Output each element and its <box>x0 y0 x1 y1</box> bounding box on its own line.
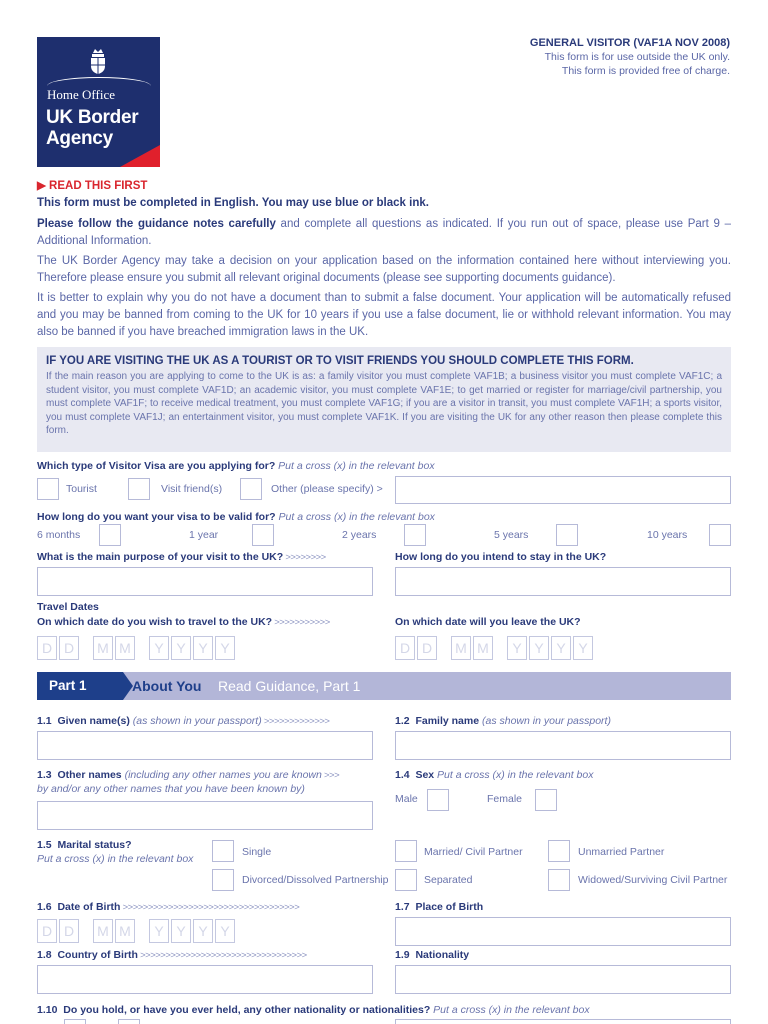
uk-border-agency-logo <box>37 37 160 167</box>
family-name-input[interactable] <box>395 731 731 760</box>
travel-dates-heading: Travel Dates <box>37 601 99 613</box>
separated-label: Separated <box>424 874 473 886</box>
departure-date-question: On which date will you leave the UK? <box>395 616 581 628</box>
royal-crest-icon <box>87 47 109 75</box>
month-digit[interactable]: M <box>115 919 135 943</box>
country-of-birth-input[interactable] <box>37 965 373 994</box>
other-nationality-yes-checkbox[interactable] <box>64 1019 86 1024</box>
unmarried-partner-checkbox[interactable] <box>548 840 570 862</box>
year-digit[interactable]: Y <box>215 919 235 943</box>
country-of-birth-label: 1.8 Country of Birth >>>>>>>>>>>>>>>>>>>>>>>>>>>>>>>>> <box>37 949 307 961</box>
intro-para-3: The UK Border Agency may take a decision on your application based on the information contained here without interviewing you. Therefore please ensure you submit all relevant original documents (please see supporting documents guidance). <box>37 255 731 284</box>
male-label: Male <box>395 793 418 805</box>
month-digit[interactable]: M <box>93 919 113 943</box>
day-digit[interactable]: D <box>59 636 79 660</box>
married-label: Married/ Civil Partner <box>424 846 523 858</box>
intro-para-4: It is better to explain why you do not have a document than to submit a false document. Your application will be automatically refused and you may be banned from coming to the UK for 10 years if you use a false document, lie or withhold relevant information. You may also be banned if you have breached immigration laws in the UK. <box>37 292 731 338</box>
ten-years-checkbox[interactable] <box>709 524 731 546</box>
purpose-input[interactable] <box>37 567 373 596</box>
form-subtitle-1: This form is for use outside the UK only. <box>544 51 730 63</box>
year-digit[interactable]: Y <box>529 636 549 660</box>
logo-red-corner <box>120 145 160 167</box>
agency-name: UK Border Agency <box>46 107 139 149</box>
year-digit[interactable]: Y <box>171 919 191 943</box>
six-months-label: 6 months <box>37 529 81 541</box>
other-label: Other (please specify) > <box>271 483 383 495</box>
married-checkbox[interactable] <box>395 840 417 862</box>
marital-status-label: 1.5 Marital status? <box>37 839 132 851</box>
day-digit[interactable]: D <box>395 636 415 660</box>
month-digit[interactable]: M <box>451 636 471 660</box>
notice-heading: IF YOU ARE VISITING THE UK AS A TOURIST OR TO VISIT FRIENDS YOU SHOULD COMPLETE THIS FORM. <box>46 355 634 367</box>
nationality-label: 1.9 Nationality <box>395 949 470 961</box>
date-of-birth-input[interactable] <box>37 919 235 943</box>
intro-para-2: Please follow the guidance notes carefully and complete all questions as indicated. If you run out of space, please use Part 9 – Additional Information. <box>37 218 731 247</box>
date-of-birth-label: 1.6 Date of Birth >>>>>>>>>>>>>>>>>>>>>>>>>>>>>>>>>>> <box>37 901 300 913</box>
year-digit[interactable]: Y <box>193 636 213 660</box>
separated-checkbox[interactable] <box>395 869 417 891</box>
form-title: GENERAL VISITOR (VAF1A NOV 2008) <box>529 37 730 49</box>
validity-question: How long do you want your visa to be valid for? Put a cross (x) in the relevant box <box>37 511 435 523</box>
year-digit[interactable]: Y <box>149 919 169 943</box>
place-of-birth-input[interactable] <box>395 917 731 946</box>
form-header <box>530 36 730 78</box>
other-checkbox[interactable] <box>240 478 262 500</box>
day-digit[interactable]: D <box>37 636 57 660</box>
year-digit[interactable]: Y <box>215 636 235 660</box>
ten-years-label: 10 years <box>647 529 688 541</box>
two-years-label: 2 years <box>342 529 377 541</box>
other-names-label: 1.3 Other names (including any other names you are known >>> <box>37 769 340 781</box>
intro-section <box>37 178 731 343</box>
given-names-label: 1.1 Given name(s) (as shown in your passport) >>>>>>>>>>>>> <box>37 715 330 727</box>
year-digit[interactable]: Y <box>149 636 169 660</box>
home-office-label: Home Office <box>47 87 115 102</box>
divorced-checkbox[interactable] <box>212 869 234 891</box>
sex-label: 1.4 Sex Put a cross (x) in the relevant box <box>395 769 594 781</box>
notice-box <box>37 347 731 452</box>
divorced-label: Divorced/Dissolved Partnership <box>242 874 389 886</box>
day-digit[interactable]: D <box>59 919 79 943</box>
part-1-guidance: Read Guidance, Part 1 <box>218 678 361 694</box>
other-names-input[interactable] <box>37 801 373 830</box>
month-digit[interactable]: M <box>115 636 135 660</box>
two-years-checkbox[interactable] <box>404 524 426 546</box>
six-months-checkbox[interactable] <box>99 524 121 546</box>
year-digit[interactable]: Y <box>193 919 213 943</box>
widowed-checkbox[interactable] <box>548 869 570 891</box>
male-checkbox[interactable] <box>427 789 449 811</box>
nationality-input[interactable] <box>395 965 731 994</box>
day-digit[interactable]: D <box>417 636 437 660</box>
month-digit[interactable]: M <box>473 636 493 660</box>
given-names-input[interactable] <box>37 731 373 760</box>
other-specify-input[interactable] <box>395 476 731 504</box>
unmarried-partner-label: Unmarried Partner <box>578 846 665 858</box>
notice-body: If the main reason you are applying to come to the UK is as: a family visitor you must complete VAF1B; a business visitor you must complete VAF1C; a student visitor, you must complete VAF1D; an academic visitor, you must complete VAF1E; to get married or register for marriage/civil partnership, you must complete VAF1F; to receive medical treatment, you must complete VAF1G; if you are a visitor in transit, you must complete VAF1H; a sports visitor, you must complete VAF1J; an entertainment visitor, you must complete VAF1K. If you are visiting the UK for any other reason then please complete this form. <box>46 371 722 436</box>
month-digit[interactable]: M <box>93 636 113 660</box>
tourist-label: Tourist <box>66 483 97 495</box>
family-name-label: 1.2 Family name (as shown in your passport) <box>395 715 611 727</box>
one-year-checkbox[interactable] <box>252 524 274 546</box>
other-nationality-no-checkbox[interactable] <box>118 1019 140 1024</box>
marital-status-hint: Put a cross (x) in the relevant box <box>37 853 194 865</box>
single-label: Single <box>242 846 272 858</box>
arrival-date-input[interactable] <box>37 636 235 660</box>
widowed-label: Widowed/Surviving Civil Partner <box>578 874 728 886</box>
departure-date-input[interactable] <box>395 636 593 660</box>
tourist-checkbox[interactable] <box>37 478 59 500</box>
year-digit[interactable]: Y <box>171 636 191 660</box>
purpose-question: What is the main purpose of your visit to the UK? >>>>>>>> <box>37 551 326 563</box>
year-digit[interactable]: Y <box>507 636 527 660</box>
part-1-header-bar <box>37 672 731 700</box>
female-label: Female <box>487 793 523 805</box>
form-subtitle-2: This form is provided free of charge. <box>561 65 730 77</box>
read-this-first-heading: ▶ READ THIS FIRST <box>37 180 148 192</box>
part-1-tag: Part 1 <box>37 672 123 700</box>
visit-friends-checkbox[interactable] <box>128 478 150 500</box>
five-years-checkbox[interactable] <box>556 524 578 546</box>
other-nationality-input[interactable] <box>395 1019 731 1024</box>
year-digit[interactable]: Y <box>551 636 571 660</box>
visa-type-question: Which type of Visitor Visa are you applying for? Put a cross (x) in the relevant box <box>37 460 435 472</box>
arrival-date-question: On which date do you wish to travel to the UK? >>>>>>>>>>> <box>37 616 330 628</box>
stay-question: How long do you intend to stay in the UK? <box>395 551 607 563</box>
day-digit[interactable]: D <box>37 919 57 943</box>
place-of-birth-label: 1.7 Place of Birth <box>395 901 484 913</box>
other-names-hint: by and/or any other names that you have been known by) <box>37 783 305 795</box>
other-nationality-question: 1.10 Do you hold, or have you ever held, any other nationality or nationalities? Put a cross (x) in the relevant box <box>37 1004 590 1016</box>
stay-duration-input[interactable] <box>395 567 731 596</box>
part-1-title: About You <box>132 678 202 694</box>
five-years-label: 5 years <box>494 529 529 541</box>
one-year-label: 1 year <box>189 529 219 541</box>
intro-line-1: This form must be completed in English. You may use blue or black ink. <box>37 197 429 209</box>
year-digit[interactable]: Y <box>573 636 593 660</box>
female-checkbox[interactable] <box>535 789 557 811</box>
visit-friends-label: Visit friend(s) <box>161 483 223 495</box>
single-checkbox[interactable] <box>212 840 234 862</box>
